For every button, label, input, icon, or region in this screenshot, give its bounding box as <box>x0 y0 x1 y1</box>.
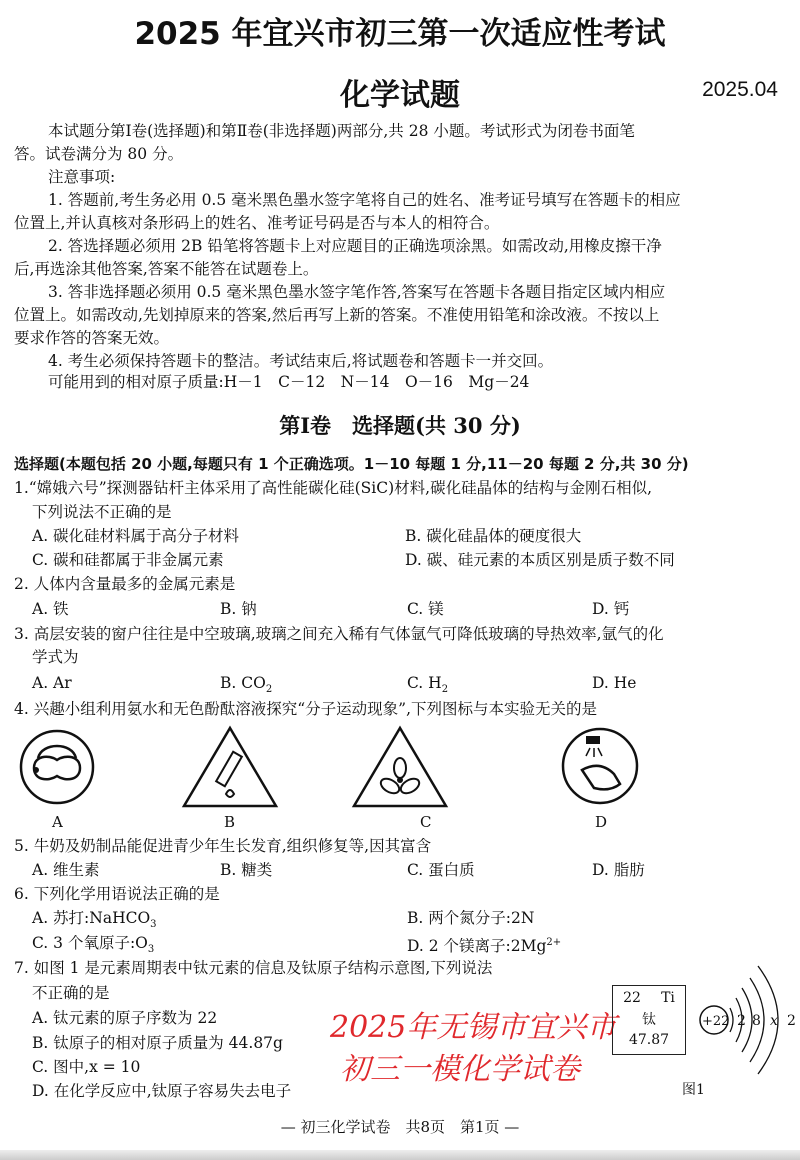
exam-date: 2025.04 <box>702 78 778 101</box>
atomic-number: 22 <box>623 990 641 1006</box>
q5-option-c: C. 蛋白质 <box>407 861 475 879</box>
q1-option-a: A. 碳化硅材料属于高分子材料 <box>32 527 240 545</box>
q4-label-a: A <box>52 813 63 831</box>
goggles-icon <box>18 728 96 806</box>
q7-stem: 7. 如图 1 是元素周期表中钛元素的信息及钛原子结构示意图,下列说法 <box>14 959 493 977</box>
q2-option-b: B. 钠 <box>220 600 257 618</box>
nucleus-charge: +22 <box>702 1014 730 1029</box>
q7-option-b: B. 钛原子的相对原子质量为 44.87g <box>32 1034 283 1052</box>
q6-option-c: C. 3 个氧原子$:O_3$ <box>32 934 155 956</box>
q2-stem: 2. 人体内含量最多的金属元素是 <box>14 575 236 593</box>
q2-option-c: C. 镁 <box>407 600 444 618</box>
q5-option-b: B. 糖类 <box>220 861 273 879</box>
q7-option-c: C. 图中,x = 10 <box>32 1058 141 1076</box>
shell-1: 2 <box>737 1013 746 1029</box>
section-instructions: 选择题(本题包括 20 小题,每题只有 1 个正确选项。1－10 每题 1 分,11－20 每题 2 分,共 30 分) <box>14 455 689 473</box>
q6-option-a: A. 苏打:NaHCO$_3$ <box>32 909 157 931</box>
note-line: 要求作答的答案无效。 <box>14 329 170 347</box>
exam-title: 2025 年宜兴市初三第一次适应性考试 <box>134 16 666 52</box>
ventilation-fan-icon <box>350 724 450 810</box>
q3-option-c: C. $H_2$ <box>407 674 449 696</box>
page-footer: — 初三化学试卷 共8页 第1页 — <box>280 1118 520 1136</box>
q6-stem: 6. 下列化学用语说法正确的是 <box>14 885 220 903</box>
q2-option-d: D. 钙 <box>592 600 630 618</box>
section-title: 第Ⅰ卷 选择题(共 30 分) <box>279 413 521 438</box>
atomic-mass: 47.87 <box>628 1032 670 1048</box>
intro-line: 本试题分第Ⅰ卷(选择题)和第Ⅱ卷(非选择题)两部分,共 28 小题。考试形式为闭卷书面笔 <box>48 122 635 140</box>
q5-stem: 5. 牛奶及奶制品能促进青少年生长发育,组织修复等,因其富含 <box>14 837 432 855</box>
shell-4: 2 <box>787 1013 796 1029</box>
note-line: 后,再选涂其他答案,答案不能答在试题卷上。 <box>14 260 319 278</box>
hand-washing-icon <box>560 726 640 806</box>
q1-stem: 1.“嫦娥六号”探测器钻杆主体采用了高性能碳化硅(SiC)材料,碳化硅晶体的结构与金刚石相似, <box>14 479 653 497</box>
q5-option-a: A. 维生素 <box>32 861 100 879</box>
q4-label-b: B <box>224 813 236 831</box>
note-line: 4. 考生必须保持答题卡的整洁。考试结束后,将试题卷和答题卡一并交回。 <box>48 352 554 370</box>
q3-option-b: B. $CO_2$ <box>220 674 273 696</box>
watermark-line-1: 2025年无锡市宜兴市 <box>330 1010 617 1045</box>
shell-2: 8 <box>752 1013 761 1029</box>
periodic-table-cell <box>612 985 686 1055</box>
q1-option-d: D. 碳、硅元素的本质区别是质子数不同 <box>405 551 675 569</box>
q6-option-b: B. 两个氮分子:2N <box>407 909 535 927</box>
q4-label-c: C <box>420 813 432 831</box>
intro-line: 答。试卷满分为 80 分。 <box>14 145 184 163</box>
q7-option-a: A. 钛元素的原子序数为 22 <box>32 1009 218 1027</box>
q3-stem: 学式为 <box>32 648 79 666</box>
q3-option-d: D. He <box>592 674 637 692</box>
shell-3: x <box>770 1013 778 1029</box>
atomic-masses: 可能用到的相对原子质量:H－1 C－12 N－14 O－16 Mg－24 <box>48 373 530 391</box>
q2-option-a: A. 铁 <box>32 600 69 618</box>
q1-option-c: C. 碳和硅都属于非金属元素 <box>32 551 224 569</box>
watermark-line-2: 初三一模化学试卷 <box>340 1052 580 1087</box>
note-line: 3. 答非选择题必须用 0.5 毫米黑色墨水签字笔作答,答案写在答题卡各题目指定区域内相应 <box>48 283 666 301</box>
note-line: 位置上。如需改动,先划掉原来的答案,然后再写上新的答案。不准使用铅笔和涂改液。不按以上 <box>14 306 660 324</box>
note-line: 1. 答题前,考生务必用 0.5 毫米黑色墨水签字笔将自己的姓名、准考证号填写在答题卡的相应 <box>48 191 681 209</box>
q3-option-a: A. Ar <box>32 674 72 692</box>
note-line: 2. 答选择题必须用 2B 铅笔将答题卡上对应题目的正确选项涂黑。如需改动,用橡皮擦干净 <box>48 237 662 255</box>
hot-object-warning-icon <box>180 724 280 810</box>
q7-option-d: D. 在化学反应中,钛原子容易失去电子 <box>32 1082 292 1100</box>
note-line: 位置上,并认真核对条形码上的姓名、准考证号码是否与本人的相符合。 <box>14 214 500 232</box>
q3-stem: 3. 高层安装的窗户往往是中空玻璃,玻璃之间充入稀有气体氩气可降低玻璃的导热效率,氩气的化 <box>14 625 664 643</box>
q6-option-d: D. 2 个镁离子$:2Mg^{2+}$ <box>407 937 562 956</box>
element-name: 钛 <box>642 1012 656 1028</box>
figure-caption: 图1 <box>682 1082 705 1098</box>
q1-option-b: B. 碳化硅晶体的硬度很大 <box>405 527 582 545</box>
q1-stem: 下列说法不正确的是 <box>32 503 172 521</box>
q4-stem: 4. 兴趣小组利用氨水和无色酚酞溶液探究“分子运动现象”,下列图标与本实验无关的是 <box>14 700 597 718</box>
page-edge <box>0 1150 800 1160</box>
exam-subtitle: 化学试题 <box>340 78 460 113</box>
q4-label-d: D <box>595 813 608 831</box>
q5-option-d: D. 脂肪 <box>592 861 645 879</box>
notes-title: 注意事项: <box>48 168 116 186</box>
q7-stem: 不正确的是 <box>32 984 110 1002</box>
element-symbol: Ti <box>661 990 675 1006</box>
